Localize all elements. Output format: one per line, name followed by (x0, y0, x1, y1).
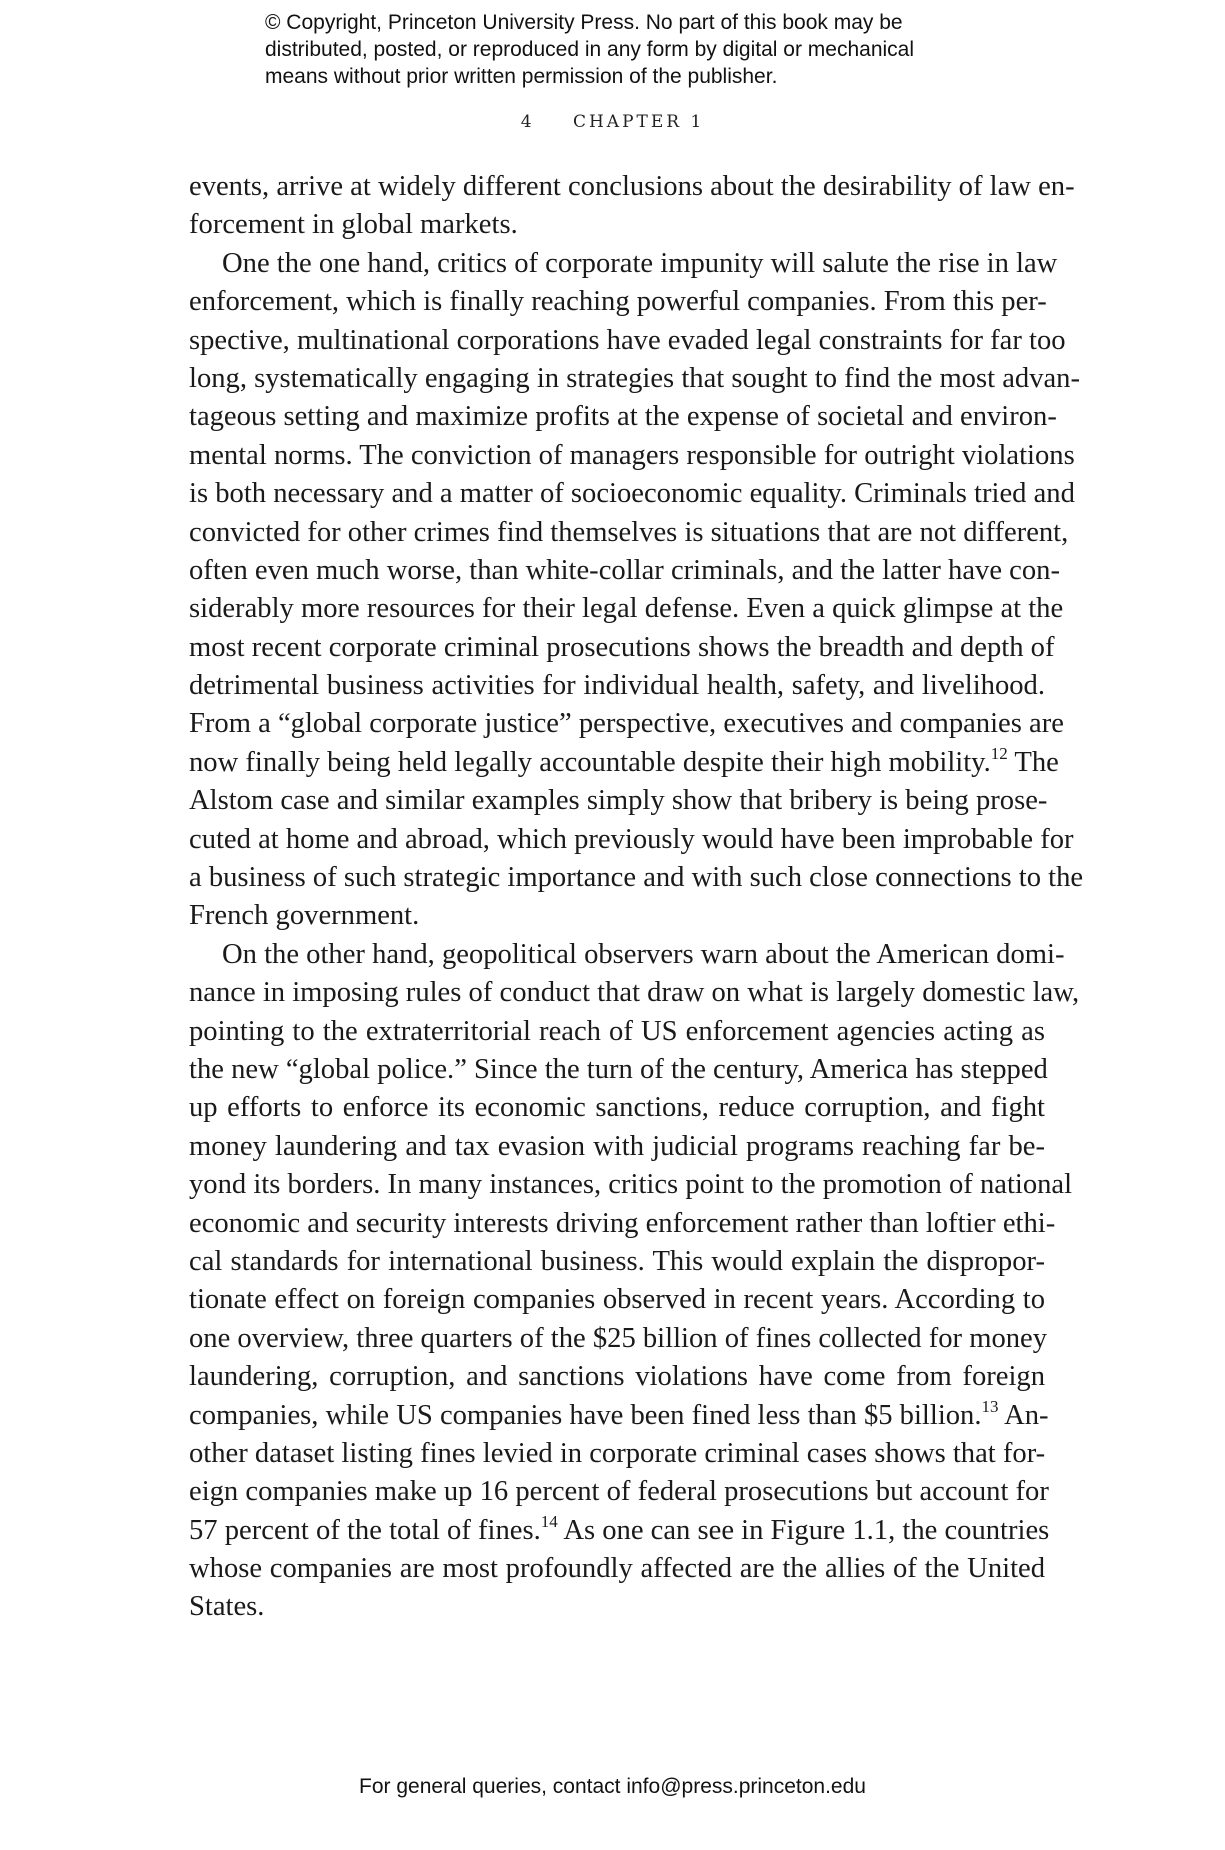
line-text: other dataset listing fines levied in corporate criminal cases shows that for- (189, 1437, 1046, 1469)
line-text: On the other hand, geopolitical observers warn about the American domi- (222, 938, 1065, 970)
text-line (189, 552, 1060, 590)
text-line (189, 1243, 1045, 1281)
text-line (189, 437, 1075, 475)
text-line (189, 206, 1045, 244)
text-line (189, 1166, 1073, 1204)
text-line (189, 936, 1065, 974)
line-text: whose companies are most profoundly affected are the allies of the United (189, 1553, 1045, 1585)
body-text (189, 168, 1084, 1627)
line-text: a business of such strategic importance and with such close connections to the (189, 862, 1084, 894)
text-line (189, 1473, 1049, 1511)
text-line (189, 245, 1058, 283)
text-line (189, 360, 1080, 398)
line-text: tageous setting and maximize profits at the expense of societal and environ- (189, 401, 1057, 433)
line-text: long, systematically engaging in strategies that sought to find the most advan- (189, 362, 1080, 394)
text-line (189, 1320, 1048, 1358)
line-text: Alstom case and similar examples simply show that bribery is being prose- (189, 785, 1048, 817)
text-line (189, 1550, 1045, 1588)
text-line (189, 1511, 1050, 1550)
line-text: States. (189, 1591, 265, 1623)
text-line (189, 1051, 1048, 1089)
line-text-continued: As one can see in Figure 1.1, the countries (557, 1514, 1050, 1546)
line-text: economic and security interests driving enforcement rather than loftier ethi- (189, 1207, 1056, 1239)
text-line (189, 821, 1074, 859)
line-text: laundering, corruption, and sanctions violations have come from foreign (189, 1361, 1045, 1393)
line-text: tionate effect on foreign companies observed in recent years. According to (189, 1284, 1045, 1316)
text-line (189, 782, 1048, 820)
line-text: enforcement, which is finally reaching powerful companies. From this per- (189, 286, 1047, 318)
text-line (189, 859, 1084, 897)
line-text: spective, multinational corporations have evaded legal constraints for far too (189, 324, 1066, 356)
line-text: companies, while US companies have been fined less than $5 billion. (189, 1399, 982, 1431)
text-line (189, 398, 1057, 436)
line-text: eign companies make up 16 percent of federal prosecutions but account for (189, 1476, 1049, 1508)
running-head (0, 112, 1225, 132)
line-text: convicted for other crimes find themselves is situations that are not different, (189, 516, 1069, 548)
text-line (189, 1013, 1045, 1051)
text-line (189, 475, 1075, 513)
footnote-ref: 13 (981, 1396, 999, 1416)
copyright-notice (265, 9, 1025, 90)
text-line (189, 1205, 1056, 1243)
text-line (189, 629, 1055, 667)
text-line (189, 974, 1080, 1012)
line-text: most recent corporate criminal prosecutions shows the breadth and depth of (189, 631, 1055, 663)
text-line (189, 1588, 1045, 1626)
line-text: yond its borders. In many instances, critics point to the promotion of national (189, 1169, 1073, 1201)
copyright-line: distributed, posted, or reproduced in any form by digital or mechanical (265, 38, 915, 61)
line-text: events, arrive at widely different conclusions about the desirability of law en- (189, 171, 1075, 202)
line-text: money laundering and tax evasion with judicial programs reaching far be- (189, 1130, 1045, 1162)
line-text: is both necessary and a matter of socioeconomic equality. Criminals tried and (189, 478, 1075, 510)
line-text: French government. (189, 900, 420, 932)
line-text: siderably more resources for their legal defense. Even a quick glimpse at the (189, 593, 1064, 625)
text-line (189, 1281, 1045, 1319)
line-text: 57 percent of the total of fines. (189, 1514, 541, 1546)
text-line (189, 705, 1064, 743)
text-line (189, 1358, 1045, 1396)
line-text: nance in imposing rules of conduct that draw on what is largely domestic law, (189, 977, 1080, 1009)
text-line (189, 743, 1059, 782)
text-line (189, 667, 1045, 705)
text-line (189, 1089, 1045, 1127)
footer-contact: For general queries, contact info@press.princeton.edu (359, 1775, 866, 1798)
line-text: One the one hand, critics of corporate impunity will salute the rise in law (222, 247, 1058, 279)
line-text: From a “global corporate justice” perspective, executives and companies are (189, 708, 1064, 740)
line-text: pointing to the extraterritorial reach of US enforcement agencies acting as (189, 1015, 1045, 1047)
line-text: cuted at home and abroad, which previously would have been improbable for (189, 823, 1074, 855)
text-line (189, 514, 1069, 552)
footnote-ref: 14 (540, 1511, 558, 1531)
chapter-label: CHAPTER 1 (572, 112, 705, 132)
text-line (189, 283, 1045, 321)
text-line (189, 168, 1075, 206)
line-text: up efforts to enforce its economic sanctions, reduce corruption, and fight (189, 1092, 1045, 1124)
text-line (189, 1435, 1045, 1473)
text-line (189, 322, 1066, 360)
line-text-continued: The (1007, 746, 1059, 778)
line-text: one overview, three quarters of the $25 billion of fines collected for money (189, 1322, 1048, 1354)
text-line (189, 590, 1064, 628)
line-text: mental norms. The conviction of managers responsible for outright violations (189, 439, 1075, 471)
line-text: the new “global police.” Since the turn of the century, America has stepped (189, 1053, 1048, 1085)
footnote-ref: 12 (990, 743, 1008, 763)
copyright-line: © Copyright, Princeton University Press. No part of this book may be (265, 11, 903, 34)
line-text: often even much worse, than white-collar criminals, and the latter have con- (189, 554, 1060, 586)
line-text: cal standards for international business. This would explain the dispropor- (189, 1245, 1045, 1277)
paragraph (189, 245, 1084, 936)
paragraph (189, 936, 1080, 1627)
page-number: 4 (520, 112, 535, 132)
line-text: forcement in global markets. (189, 209, 518, 241)
line-text-continued: An- (998, 1399, 1049, 1431)
text-line (189, 1128, 1045, 1166)
line-text: now finally being held legally accountable despite their high mobility. (189, 746, 991, 778)
text-line (189, 1396, 1049, 1435)
paragraph (189, 168, 1075, 245)
copyright-line: means without prior written permission of the publisher. (265, 65, 778, 88)
line-text: detrimental business activities for individual health, safety, and livelihood. (189, 670, 1045, 702)
text-line (189, 897, 1045, 935)
